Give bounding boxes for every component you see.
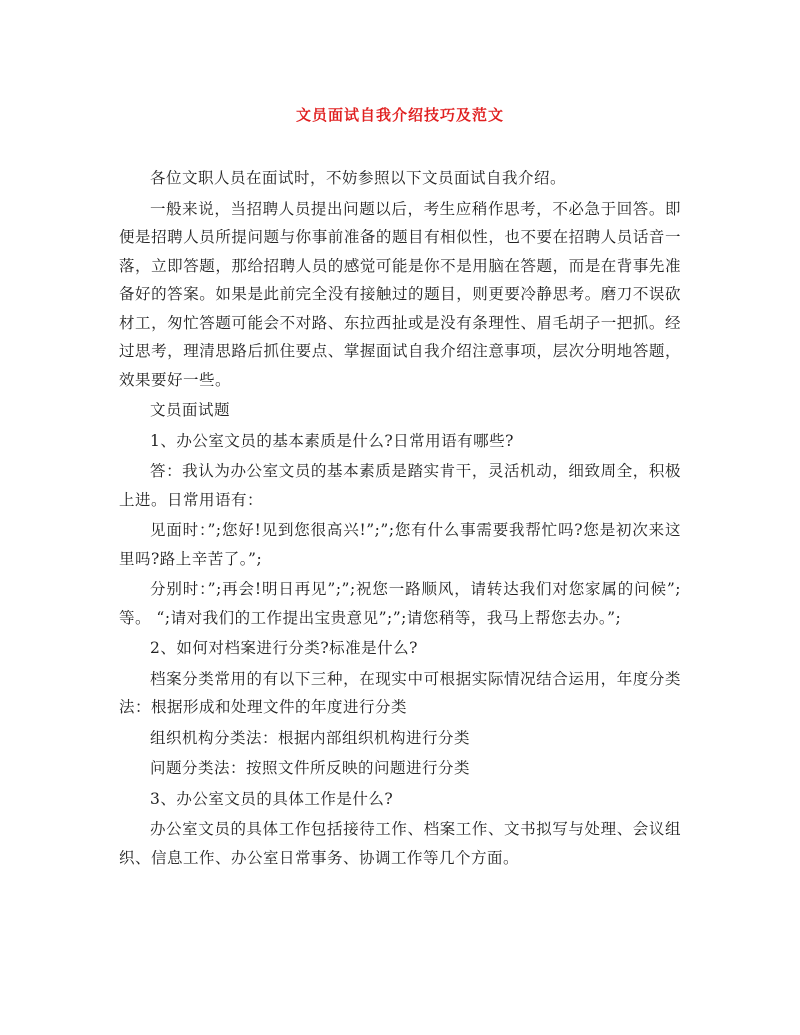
document-title: 文员面试自我介绍技巧及范文 (295, 106, 504, 124)
question-2: 2、如何对档案进行分类?标准是什么? (150, 639, 418, 657)
paragraph-intro: 各位文职人员在面试时，不妨参照以下文员面试自我介绍。 (150, 169, 567, 187)
question-3: 3、办公室文员的具体工作是什么? (150, 789, 394, 808)
answer-2-topic-method: 问题分类法：按照文件所反映的问题进行分类 (150, 759, 471, 777)
answer-3: 办公室文员的具体工作包括接待工作、档案工作、文书拟写与处理、会议组织、信息工作、办公室日常事务、协调工作等几个方面。 (119, 820, 681, 867)
answer-1: 答：我认为办公室文员的基本素质是踏实肯干，灵活机动，细致周全，积极上进。日常用语有： (119, 462, 681, 509)
greeting-phrases: 见面时：”;您好!见到您很高兴!”;”;您有什么事需要我帮忙吗?您是初次来这里吗?路上辛苦了。”; (119, 521, 681, 568)
paragraph-advice: 一般来说，当招聘人员提出问题以后，考生应稍作思考，不必急于回答。即便是招聘人员所提问题与你事前准备的题目有相似性，也不要在招聘人员话音一落，立即答题，那给招聘人员的感觉可能是你不是用脑在答题，而是在背事先准备好的答案。如果是此前完全没有接触过的题目，则更要冷静思考。磨刀不误砍材工，匆忙答题可能会不对路、东拉西扯或是没有条理性、眉毛胡子一把抓。经过思考，理清思路后抓住要点、掌握面试自我介绍注意事项，层次分明地答题，效果要好一些。 (119, 199, 681, 389)
farewell-phrases: 分别时：”;再会!明日再见”;”;祝您一路顺风，请转达我们对您家属的问候”;等。 “;请对我们的工作提出宝贵意见”;”;请您稍等，我马上帮您去办。”; (119, 580, 681, 627)
answer-2-year-method: 档案分类常用的有以下三种，在现实中可根据实际情况结合运用，年度分类法：根据形成和处理文件的年度进行分类 (119, 669, 681, 716)
question-1: 1、办公室文员的基本素质是什么?日常用语有哪些? (150, 431, 514, 450)
document-body (119, 164, 681, 872)
answer-2-org-method: 组织机构分类法：根据内部组织机构进行分类 (150, 728, 471, 747)
section-heading: 文员面试题 (150, 401, 231, 419)
